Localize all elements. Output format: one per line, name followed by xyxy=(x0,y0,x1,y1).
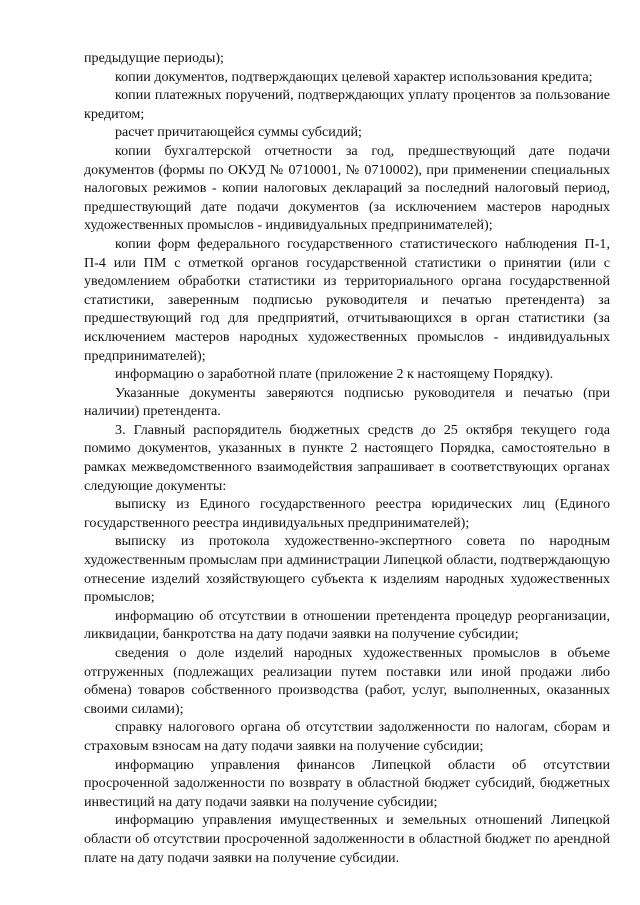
paragraph-property-debt-info: информацию управления имущественных и земельных отношений Липецкой области об отсутствии просроченной задолженности в областной бюджет по арендной плате на дату подачи заявки на получение субсидии. xyxy=(84,812,610,866)
paragraph-previous-periods: предыдущие периоды); xyxy=(84,50,224,66)
paragraph-finance-debt-info: информацию управления финансов Липецкой области об отсутствии просроченной задолженности по возврату в областной бюджет субсидий, бюджетных инвестиций на дату подачи заявки на получение субсидии; xyxy=(84,756,610,810)
paragraph-payment-orders: копии платежных поручений, подтверждающих уплату процентов за пользование кредитом; xyxy=(84,87,610,122)
paragraph-salary-info: информацию о заработной плате (приложение 2 к настоящему Порядку). xyxy=(115,366,554,383)
paragraph-subsidy-calculation: расчет причитающейся суммы субсидий; xyxy=(115,124,362,141)
paragraph-bankruptcy-info: информацию об отсутствии в отношении претендента процедур реорганизации, ликвидации, банкротства на дату подачи заявки на получение субсидии; xyxy=(84,607,610,643)
paragraph-accounting-reports: копии бухгалтерской отчетности за год, предшествующий дате подачи документов (формы по ОКУД № 0710001, № 0710002), при применении специальных налоговых режимов - копии налоговых деклараций за последний налоговый период, предшествующий дате подачи документов (за исключением мастеров народных художественных промыслов - индивидуальных предпринимателей); xyxy=(84,142,610,234)
paragraph-protocol-extract: выписку из протокола художественно-экспертного совета по народным художественным промыслам при администрации Липецкой области, подтверждающую отнесение изделий хозяйствующего субъекта к изделиям народных художественных промыслов; xyxy=(84,533,610,606)
paragraph-credit-documents: копии документов, подтверждающих целевой характер использования кредита; xyxy=(115,68,593,85)
paragraph-certification: Указанные документы заверяются подписью руководителя и печатью (при наличии) претендента. xyxy=(84,384,610,420)
paragraph-crafts-share: сведения о доле изделий народных художественных промыслов в объеме отгруженных (подлежащих реализации путем поставки или иной продажи либо обмена) товаров собственного производства (работ, услуг, выполненных, оказанных своими силами); xyxy=(84,645,610,717)
paragraph-statistics-forms: копии форм федерального государственного статистического наблюдения П-1, П-4 или ПМ с отметкой органов государственной статистики о принятии (или с уведомлением обработки статистики из территориального органа государственной статистики, заверенным подписью руководителя и печатью претендента) за предшествующий год для предприятий, отчитывающихся в орган статистики (за исключением мастеров народных художественных промыслов - индивидуальных предпринимателей); xyxy=(84,235,610,364)
paragraph-registry-extract: выписку из Единого государственного реестра юридических лиц (Единого государственного реестра индивидуальных предпринимателей); xyxy=(84,496,610,531)
paragraph-section-3: 3. Главный распорядитель бюджетных средств до 25 октября текущего года помимо документов, указанных в пункте 2 настоящего Порядка, самостоятельно в рамках межведомственного взаимодействия запрашивает в соответствующих органах следующие документы: xyxy=(84,421,610,494)
paragraph-tax-certificate: справку налогового органа об отсутствии задолженности по налогам, сборам и страховым взносам на дату подачи заявки на получение субсидии; xyxy=(84,719,610,754)
document-page xyxy=(84,49,610,867)
